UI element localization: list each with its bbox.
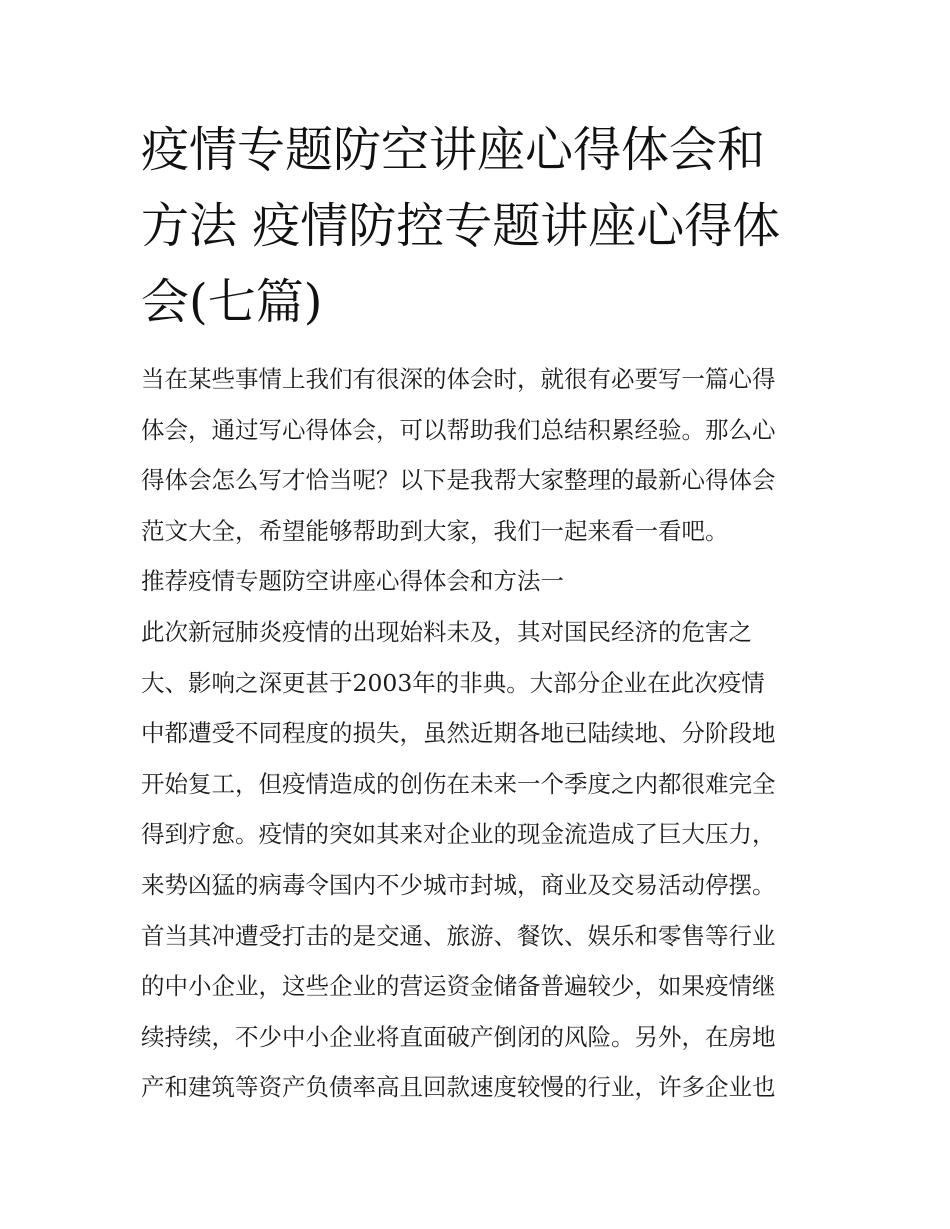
title-line: 疫情专题防空讲座心得体会和 xyxy=(141,122,766,178)
paragraph-line: 开始复工，但疫情造成的创伤在未来一个季度之内都很难完全 xyxy=(141,769,776,798)
title-line: 会(七篇) xyxy=(141,274,323,330)
paragraph-line: 的中小企业，这些企业的营运资金储备普遍较少，如果疫情继 xyxy=(141,972,776,1001)
paragraph-line: 当在某些事情上我们有很深的体会时，就很有必要写一篇心得 xyxy=(141,365,776,393)
paragraph-line: 首当其冲遭受打击的是交通、旅游、餐饮、娱乐和零售等行业 xyxy=(141,921,776,950)
paragraph-line: 体会，通过写心得体会，可以帮助我们总结积累经验。那么心 xyxy=(141,415,776,444)
paragraph-line: 得体会怎么写才恰当呢？以下是我帮大家整理的最新心得体会 xyxy=(141,466,776,495)
paragraph-line: 范文大全，希望能够帮助到大家，我们一起来看一看吧。 xyxy=(141,516,729,545)
paragraph-line: 得到疗愈。疫情的突如其来对企业的现金流造成了巨大压力， xyxy=(141,820,776,849)
page-title xyxy=(141,112,821,340)
title-line: 方法 疫情防控专题讲座心得体 xyxy=(141,198,781,254)
paragraph-line: 此次新冠肺炎疫情的出现始料未及，其对国民经济的危害之 xyxy=(141,617,752,646)
document-body xyxy=(141,354,821,1113)
paragraph-line: 续持续，不少中小企业将直面破产倒闭的风险。另外，在房地 xyxy=(141,1022,776,1051)
paragraph-line: 中都遭受不同程度的损失，虽然近期各地已陆续地、分阶段地 xyxy=(141,719,776,748)
paragraph-line: 来势凶猛的病毒令国内不少城市封城，商业及交易活动停摆。 xyxy=(141,870,776,899)
paragraph-line: 产和建筑等资产负债率高且回款速度较慢的行业，许多企业也 xyxy=(141,1073,776,1102)
section-heading: 推荐疫情专题防空讲座心得体会和方法一 xyxy=(141,567,564,596)
paragraph-line: 大、影响之深更甚于2003年的非典。大部分企业在此次疫情 xyxy=(141,668,765,697)
